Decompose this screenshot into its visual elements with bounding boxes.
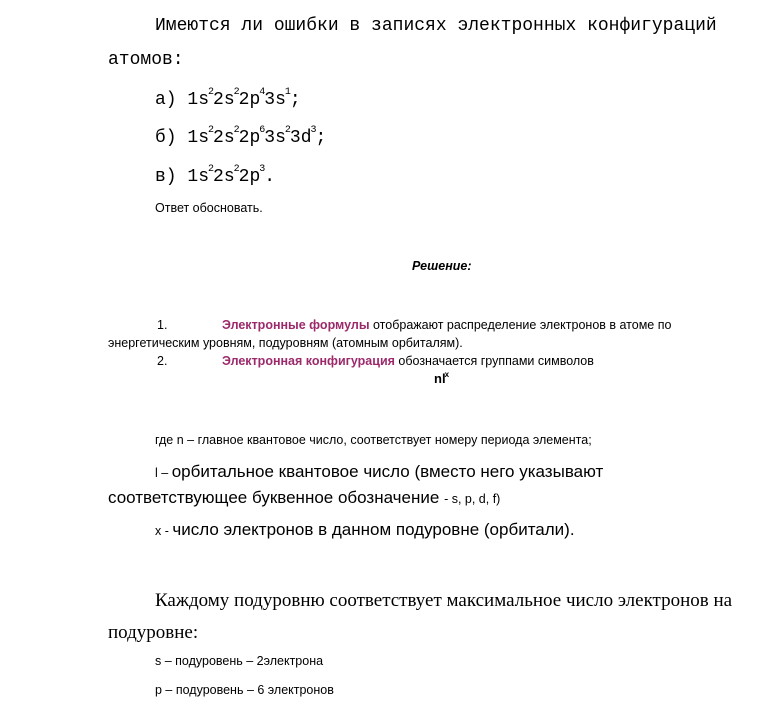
orbital-symbol: 2p (238, 90, 261, 110)
item-1-continuation: энергетическим уровням, подуровням (атомным орбиталям). (108, 336, 463, 350)
orbital-symbol: 3s (264, 128, 286, 148)
item-2-number: 2. (157, 354, 168, 368)
electron-count: 6 (259, 125, 266, 136)
formula-superscript: x (444, 370, 450, 379)
max-electrons-line-2: подуровне: (108, 622, 199, 643)
electron-count: 4 (259, 87, 266, 98)
option-end: ; (315, 128, 327, 148)
question-line-2: атомов: (108, 50, 184, 70)
orbital-symbol: 3s (264, 90, 286, 110)
electron-count: 2 (284, 125, 291, 136)
item-2-term: Электронная конфигурация (222, 354, 395, 368)
option-end: ; (289, 90, 301, 110)
p-sublevel-line: p – подуровень – 6 электронов (155, 683, 334, 697)
orbital-symbol: 1s (187, 128, 210, 148)
l-description-line-2 (108, 488, 500, 508)
orbital-symbol: 2s (213, 167, 235, 187)
electron-count: 2 (208, 125, 215, 136)
orbital-symbol: 1s (187, 167, 210, 187)
option-label: б) (155, 128, 188, 148)
l-text-1: орбитальное квантовое число (вместо него указывают (171, 462, 604, 481)
item-1-rest: отображают распределение электронов в атоме по (369, 318, 672, 332)
orbital-symbol: 2p (238, 128, 261, 148)
x-symbol: x - (155, 524, 173, 538)
option-b (155, 125, 327, 148)
n-description: где n – главное квантовое число, соответствует номеру периода элемента; (155, 433, 592, 447)
electron-count: 3 (259, 164, 266, 175)
s-sublevel-line: s – подуровень – 2электрона (155, 654, 324, 668)
item-1-text (222, 318, 671, 332)
option-a (155, 87, 301, 110)
orbital-symbol: 2s (213, 128, 235, 148)
item-1-number: 1. (157, 318, 168, 332)
solution-heading: Решение: (412, 259, 472, 273)
l-letters: - s, p, d, f) (444, 492, 501, 506)
orbital-symbol: 2s (213, 90, 235, 110)
electron-count: 2 (233, 125, 240, 136)
item-1-term: Электронные формулы (222, 318, 370, 332)
orbital-symbol: 2p (238, 167, 261, 187)
x-description (155, 520, 575, 540)
l-symbol: l – (155, 466, 172, 480)
justify-instruction: Ответ обосновать. (155, 201, 263, 215)
formula-base: nl (434, 371, 446, 386)
l-text-2: соответствующее буквенное обозначение (108, 488, 445, 507)
x-text: число электронов в данном подуровне (орбитали). (172, 520, 575, 539)
l-description-line-1 (155, 462, 603, 482)
electron-count: 2 (208, 164, 215, 175)
electron-count: 2 (233, 164, 240, 175)
electron-count: 2 (208, 87, 215, 98)
option-label: а) (155, 90, 188, 110)
item-2-text (222, 354, 594, 368)
option-label: в) (155, 167, 188, 187)
orbital-symbol: 3d (289, 128, 312, 148)
electron-count: 3 (310, 125, 317, 136)
option-end: . (264, 167, 276, 187)
electron-count: 2 (233, 87, 240, 98)
option-c (155, 164, 276, 187)
formula-nlx (434, 371, 448, 386)
orbital-symbol: 1s (187, 90, 210, 110)
item-2-rest: обозначается группами символов (394, 354, 594, 368)
question-line-1: Имеются ли ошибки в записях электронных конфигураций (155, 16, 717, 36)
max-electrons-line-1: Каждому подуровню соответствует максимальное число электронов на (155, 590, 733, 611)
electron-count: 1 (284, 87, 291, 98)
